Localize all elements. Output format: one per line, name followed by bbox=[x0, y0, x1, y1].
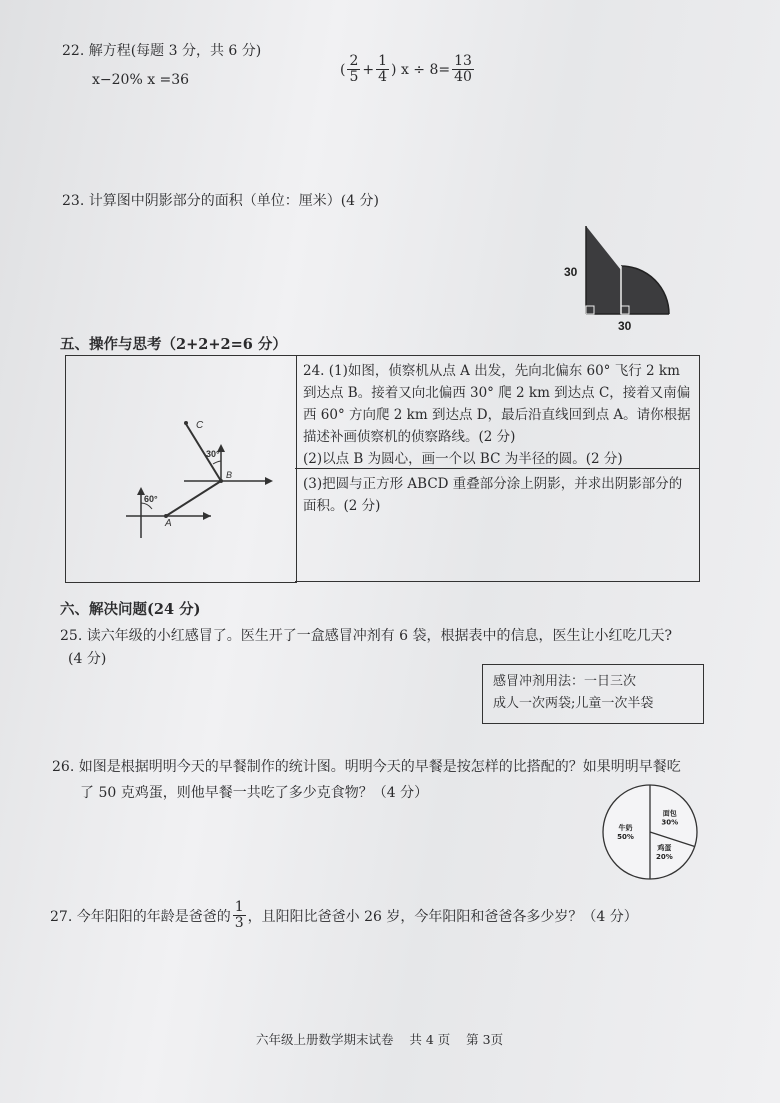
q22-equation-1: x−20% x =36 bbox=[92, 72, 190, 88]
q22-equation-2 bbox=[340, 54, 476, 86]
q22-title: 22. 解方程(每题 3 分，共 6 分) bbox=[62, 43, 262, 59]
fraction-13-40: $\frac{13}{40}$ bbox=[454, 53, 472, 86]
breakfast-pie-chart bbox=[598, 780, 702, 884]
q27-text-b: ，且阳阳比爸爸小 26 岁，今年阳阳和爸爸各多少岁？（4 分） bbox=[247, 908, 638, 925]
medicine-dosage-box bbox=[482, 664, 704, 724]
section-5-title: 五、操作与思考（2+2+2=6 分） bbox=[60, 336, 287, 353]
section-6-title: 六、解决问题(24 分) bbox=[60, 601, 201, 618]
q25-text: 25. 读六年级的小红感冒了。医生开了一盒感冒冲剂有 6 袋，根据表中的信息，医生让小红吃几天? bbox=[60, 628, 673, 644]
shaded-quarter bbox=[621, 266, 669, 314]
q27-question bbox=[50, 900, 638, 932]
label-30-bottom: 30 bbox=[618, 319, 632, 333]
page-footer: 六年级上册数学期末试卷 共 4 页 第 3页 bbox=[256, 1032, 504, 1047]
label-30-left: 30 bbox=[564, 265, 578, 279]
q27-text-a: 27. 今年阳阳的年龄是爸爸的 bbox=[50, 908, 231, 925]
pie-slice-percent: 30% bbox=[661, 818, 679, 827]
pie-slice-label: 面包 bbox=[662, 809, 677, 818]
pie-slice-percent: 50% bbox=[617, 833, 634, 841]
q24-instructions-cell-bottom bbox=[295, 467, 700, 582]
q24-part2: (2)以点 B 为圆心，画一个以 BC 为半径的圆。(2 分) bbox=[303, 451, 623, 467]
eq-middle: ) x ÷ 8= bbox=[391, 61, 451, 78]
dosage-line-1: 感冒冲剂用法：一日三次 bbox=[493, 674, 637, 689]
paren-open: ( bbox=[340, 61, 346, 78]
pie-slice-label: 牛奶 bbox=[618, 824, 633, 832]
dosage-line-2: 成人一次两袋;儿童一次半袋 bbox=[493, 696, 654, 711]
q24-part3: (3)把圆与正方形 ABCD 重叠部分涂上阴影，并求出阴影部分的面积。(2 分) bbox=[303, 476, 683, 514]
label-b: B bbox=[226, 470, 233, 480]
pie-slice-percent: 20% bbox=[655, 852, 673, 861]
fraction-1-4: $\frac{1}{4}$ bbox=[378, 53, 388, 86]
q25-score: (4 分) bbox=[68, 651, 107, 667]
q26-text-line1: 26. 如图是根据明明今天的早餐制作的统计图。明明今天的早餐是按怎样的比搭配的？如果明明早餐吃 bbox=[52, 759, 681, 775]
q26-text-line2: 了 50 克鸡蛋，则他早餐一共吃了多少克食物？（4 分） bbox=[80, 785, 429, 801]
angle-60-label: 60° bbox=[144, 494, 158, 504]
q24-part1: 24. (1)如图，侦察机从点 A 出发，先向北偏东 60° 飞行 2 km 到达点 B。接着又向北偏西 30° 爬 2 km 到达点 C，接着又南偏西 60° 方向爬 2 km 到达点 D，最后沿直线回到点 A。请你根据描述补画侦察机的侦察路线。(2 分) bbox=[303, 363, 691, 445]
q23-title: 23. 计算图中阴影部分的面积（单位：厘米）(4 分) bbox=[62, 193, 379, 209]
reconnaissance-diagram bbox=[66, 356, 296, 582]
shaded-area-figure bbox=[560, 220, 690, 335]
q24-instructions-cell-top bbox=[295, 355, 700, 469]
angle-30-label: 30° bbox=[206, 449, 220, 459]
plus-sign: + bbox=[362, 61, 375, 78]
label-c: C bbox=[196, 420, 204, 431]
fraction-2-5: $\frac{2}{5}$ bbox=[349, 53, 359, 86]
pie-slice-label: 鸡蛋 bbox=[657, 843, 672, 852]
label-a: A bbox=[165, 518, 172, 529]
q24-diagram-cell bbox=[65, 355, 297, 583]
fraction-1-3: $\frac{1}{3}$ bbox=[234, 899, 244, 932]
